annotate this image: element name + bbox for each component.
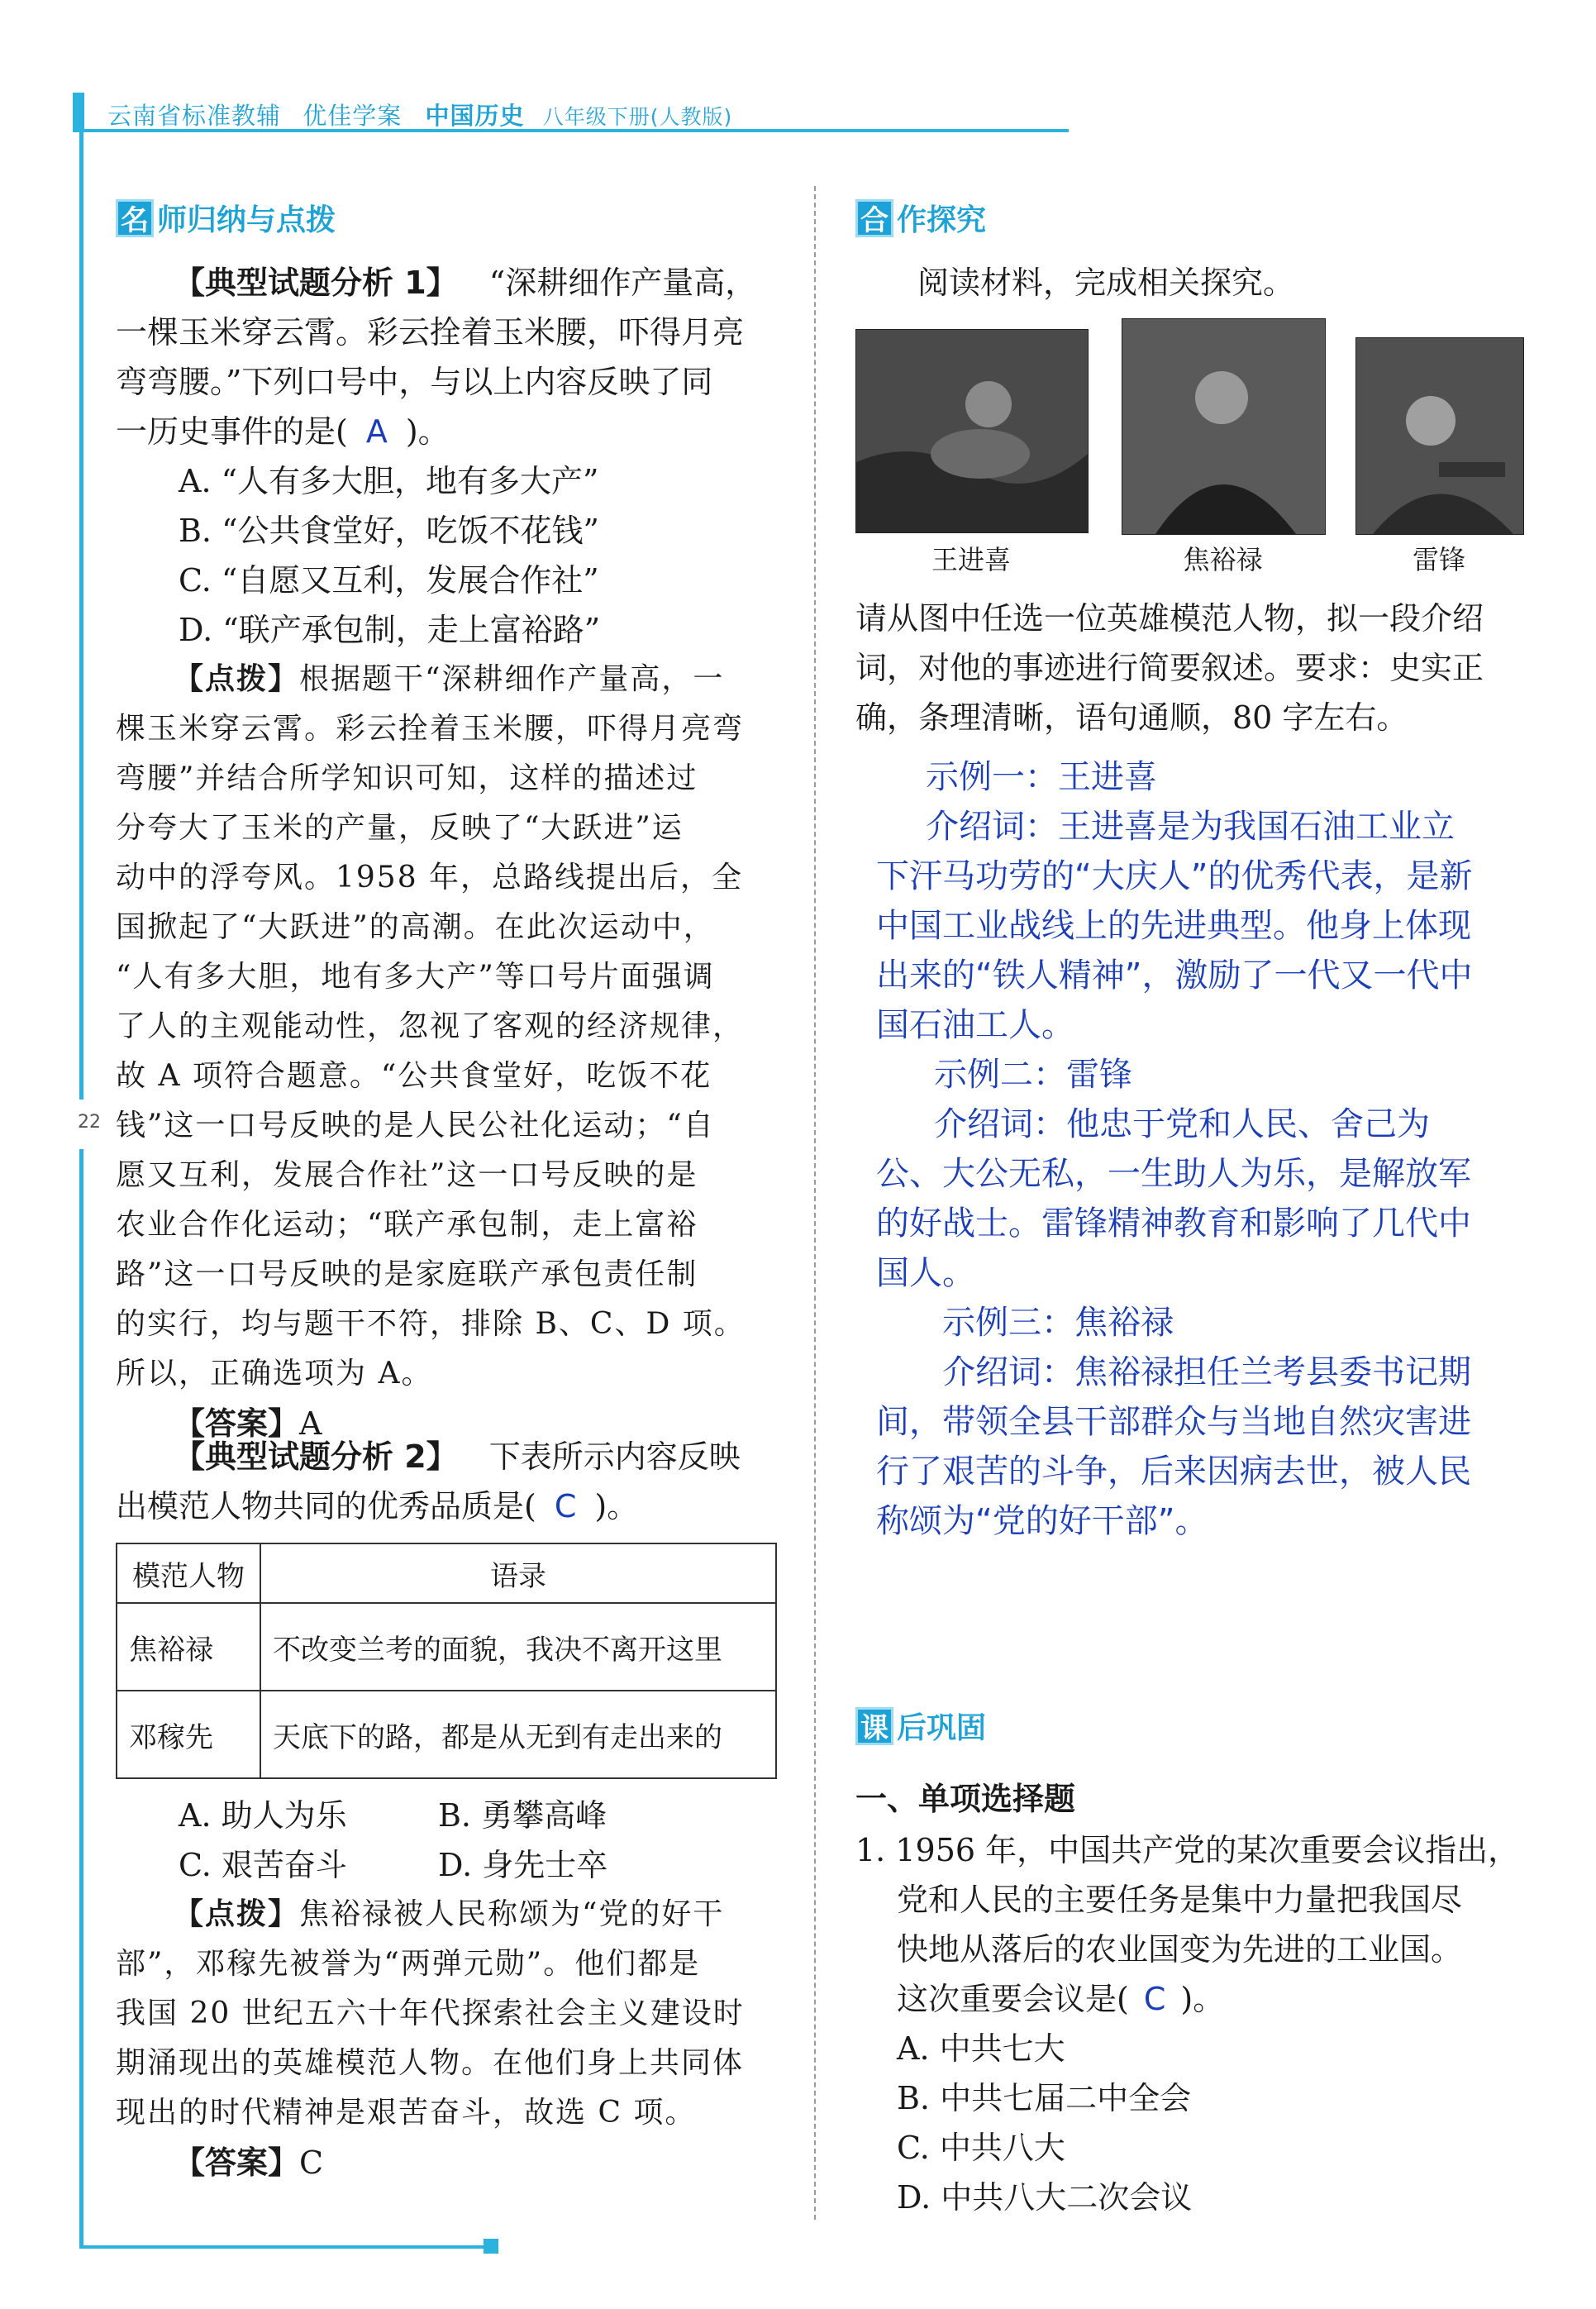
example-1-q-line: “深耕细作产量高， xyxy=(488,265,757,301)
question-end: )。 xyxy=(594,1488,639,1524)
answer-heading: 示例一：王进喜 xyxy=(926,758,1157,796)
photo-caption: 焦裕禄 xyxy=(1183,544,1263,575)
tip-line: 部”，邓稼先被誉为“两弹元勋”。他们都是 xyxy=(116,1947,701,1981)
question-end: )。 xyxy=(405,413,450,450)
tip-line: 焦裕禄被人民称颂为“党的好干 xyxy=(299,1897,725,1931)
example-2-q-line: 出模范人物共同的优秀品质是( xyxy=(116,1488,536,1524)
section-title: 师归纳与点拨 xyxy=(157,203,336,237)
header-accent xyxy=(73,93,84,132)
tip-line: 了人的主观能动性，忽视了客观的经济规律， xyxy=(116,1009,745,1043)
inquiry-task xyxy=(855,594,1533,742)
page-header xyxy=(107,98,732,131)
table-row xyxy=(117,1691,776,1778)
tip-line: 棵玉米穿云霄。彩云拴着玉米腰，吓得月亮弯 xyxy=(116,712,745,746)
photo-jiao-yulu xyxy=(1122,318,1326,535)
option-d: D. 中共八大二次会议 xyxy=(897,2179,1193,2216)
option-a: A. 助人为乐 xyxy=(179,1797,347,1834)
section-header-review xyxy=(855,1705,986,1747)
answer-line: 下汗马功劳的“大庆人”的优秀代表，是新 xyxy=(876,857,1473,895)
tip-line: 弯腰”并结合所学知识可知，这样的描述过 xyxy=(116,761,698,795)
question-line: 快地从落后的农业国变为先进的工业国。 xyxy=(897,1931,1463,1968)
section-header-inquiry xyxy=(855,197,986,239)
header-subject: 中国历史 xyxy=(425,102,525,130)
answer-line: 介绍词：焦裕禄担任兰考县委书记期 xyxy=(942,1353,1471,1391)
tip-line: 的实行，均与题干不符，排除 B、C、D 项。 xyxy=(116,1307,746,1341)
answer-line: 出来的“铁人精神”，激励了一代又一代中 xyxy=(876,957,1473,995)
option-b: B. 中共七届二中全会 xyxy=(897,2080,1192,2116)
table-row xyxy=(117,1603,776,1691)
example-2 xyxy=(116,1432,777,2187)
question-end: )。 xyxy=(1180,1981,1225,2017)
quote-table xyxy=(116,1543,777,1779)
example-1 xyxy=(116,258,777,1448)
person-silhouette-icon xyxy=(856,330,1088,532)
tip-line: 分夸大了玉米的产量，反映了“大跃进”运 xyxy=(116,811,684,845)
example-1-q-line: 一棵玉米穿云霄。彩云拴着玉米腰，吓得月亮 xyxy=(116,314,745,351)
answer-mark: C xyxy=(1143,1981,1166,2017)
answer-value: A xyxy=(299,1405,322,1442)
tip-line: 故 A 项符合题意。“公共食堂好，吃饭不花 xyxy=(116,1059,712,1093)
answer-line: 介绍词：他忠于党和人民、舍己为 xyxy=(934,1105,1430,1143)
example-2-label: 【典型试题分析 2】 xyxy=(174,1438,458,1475)
header-series: 云南省标准教辅 xyxy=(107,102,282,130)
option-c: C. 中共八大 xyxy=(897,2130,1065,2166)
task-line: 确，条理清晰，语句通顺，80 字左右。 xyxy=(855,699,1408,736)
page-number: 22 xyxy=(78,1112,101,1133)
photo-caption: 雷锋 xyxy=(1412,544,1465,575)
margin-rule xyxy=(79,132,83,2249)
section-title: 作探究 xyxy=(897,203,987,237)
answer-heading: 示例三：焦裕禄 xyxy=(942,1304,1174,1342)
option-b: B. “公共食堂好，吃饭不花钱” xyxy=(179,513,599,549)
header-grade: 八年级下册(人教版) xyxy=(542,105,733,129)
answer-value: C xyxy=(299,2144,324,2181)
question-line: 党和人民的主要任务是集中力量把我国尽 xyxy=(897,1882,1463,1918)
photo-caption: 王进喜 xyxy=(931,544,1011,575)
person-silhouette-icon xyxy=(1356,338,1523,534)
task-line: 请从图中任选一位英雄模范人物，拟一段介绍 xyxy=(855,600,1484,637)
tip-line: 农业合作化运动；“联产承包制，走上富裕 xyxy=(116,1208,698,1242)
answer-mark: C xyxy=(554,1488,577,1524)
tip-line: “人有多大胆，地有多大产”等口号片面强调 xyxy=(116,960,715,994)
answer-label: 【答案】 xyxy=(174,1405,300,1442)
photo-lei-feng xyxy=(1355,337,1524,535)
tip-line: 所以，正确选项为 A。 xyxy=(116,1357,433,1391)
section-header-teacher xyxy=(116,197,336,239)
answer-line: 行了艰苦的斗争，后来因病去世，被人民 xyxy=(876,1453,1471,1491)
table-cell: 邓稼先 xyxy=(117,1691,260,1778)
table-cell: 不改变兰考的面貌，我决不离开这里 xyxy=(260,1603,776,1691)
answer-line: 间，带领全县干部群众与当地自然灾害进 xyxy=(876,1403,1471,1441)
option-c: C. “自愿又互利，发展合作社” xyxy=(179,562,599,599)
table-cell: 焦裕禄 xyxy=(117,1603,260,1691)
tip-line: 动中的浮夸风。1958 年，总路线提出后，全 xyxy=(116,861,744,894)
answer-label: 【答案】 xyxy=(174,2144,300,2181)
example-2-q-line: 下表所示内容反映 xyxy=(488,1438,741,1475)
inquiry-intro: 阅读材料，完成相关探究。 xyxy=(917,265,1295,301)
tip-line: 现出的时代精神是艰苦奋斗，故选 C 项。 xyxy=(116,2096,697,2130)
task-line: 词，对他的事迹进行简要叙述。要求：史实正 xyxy=(855,650,1484,686)
answer-mark: A xyxy=(365,413,388,450)
tip-line: 国掀起了“大跃进”的高潮。在此次运动中， xyxy=(116,910,715,944)
part-title: 一、单项选择题 xyxy=(855,1781,1076,1817)
answer-line: 国人。 xyxy=(876,1254,975,1292)
table-header: 语录 xyxy=(260,1543,776,1603)
option-b: B. 勇攀高峰 xyxy=(438,1797,607,1834)
option-d: D. 身先士卒 xyxy=(438,1847,608,1883)
table-cell: 天底下的路，都是从无到有走出来的 xyxy=(260,1691,776,1778)
table-header: 模范人物 xyxy=(117,1543,260,1603)
tip-line: 愿又互利，发展合作社”这一口号反映的是 xyxy=(116,1158,698,1192)
person-silhouette-icon xyxy=(1122,319,1325,534)
bottom-marker xyxy=(484,2239,498,2254)
tip-line: 钱”这一口号反映的是人民公社化运动；“自 xyxy=(116,1109,715,1143)
question-line: 这次重要会议是( xyxy=(897,1981,1129,2017)
answer-line: 国石油工人。 xyxy=(876,1006,1074,1044)
option-a: A. “人有多大胆，地有多大产” xyxy=(179,463,599,499)
question-line: 1. 1956 年，中国共产党的某次重要会议指出， xyxy=(855,1832,1520,1868)
section-badge: 合 xyxy=(855,199,893,237)
answer-line: 介绍词：王进喜是为我国石油工业立 xyxy=(926,808,1455,846)
tip-line: 期涌现出的英雄模范人物。在他们身上共同体 xyxy=(116,2046,745,2080)
tip-label: 【点拨】 xyxy=(174,662,300,696)
example-1-label: 【典型试题分析 1】 xyxy=(174,265,458,301)
example-1-q-line: 弯弯腰。”下列口号中，与以上内容反映了同 xyxy=(116,364,713,400)
option-a: A. 中共七大 xyxy=(897,2030,1065,2067)
tip-line: 路”这一口号反映的是家庭联产承包责任制 xyxy=(116,1257,698,1291)
option-d: D. “联产承包制，走上富裕路” xyxy=(179,612,601,648)
bottom-rule xyxy=(79,2245,493,2249)
section-title: 后巩固 xyxy=(897,1711,987,1745)
question-1 xyxy=(855,1825,1541,2222)
answer-heading: 示例二：雷锋 xyxy=(934,1056,1132,1094)
tip-line: 我国 20 世纪五六十年代探索社会主义建设时 xyxy=(116,1997,745,2030)
header-book: 优佳学案 xyxy=(303,102,403,130)
answer-line: 的好战士。雷锋精神教育和影响了几代中 xyxy=(876,1205,1471,1243)
answer-line: 中国工业战线上的先进典型。他身上体现 xyxy=(876,907,1471,945)
inquiry-answers xyxy=(876,752,1537,1546)
answer-line: 公、大公无私，一生助人为乐，是解放军 xyxy=(876,1155,1471,1193)
section-badge: 名 xyxy=(116,199,154,237)
photo-wang-jinxi xyxy=(855,329,1089,533)
option-c: C. 艰苦奋斗 xyxy=(179,1847,347,1883)
tip-label: 【点拨】 xyxy=(174,1897,300,1931)
example-1-q-line: 一历史事件的是( xyxy=(116,413,348,450)
section-badge: 课 xyxy=(855,1707,893,1745)
tip-line: 根据题干“深耕细作产量高，一 xyxy=(299,662,725,696)
answer-line: 称颂为“党的好干部”。 xyxy=(876,1502,1208,1540)
column-divider xyxy=(814,186,816,2220)
